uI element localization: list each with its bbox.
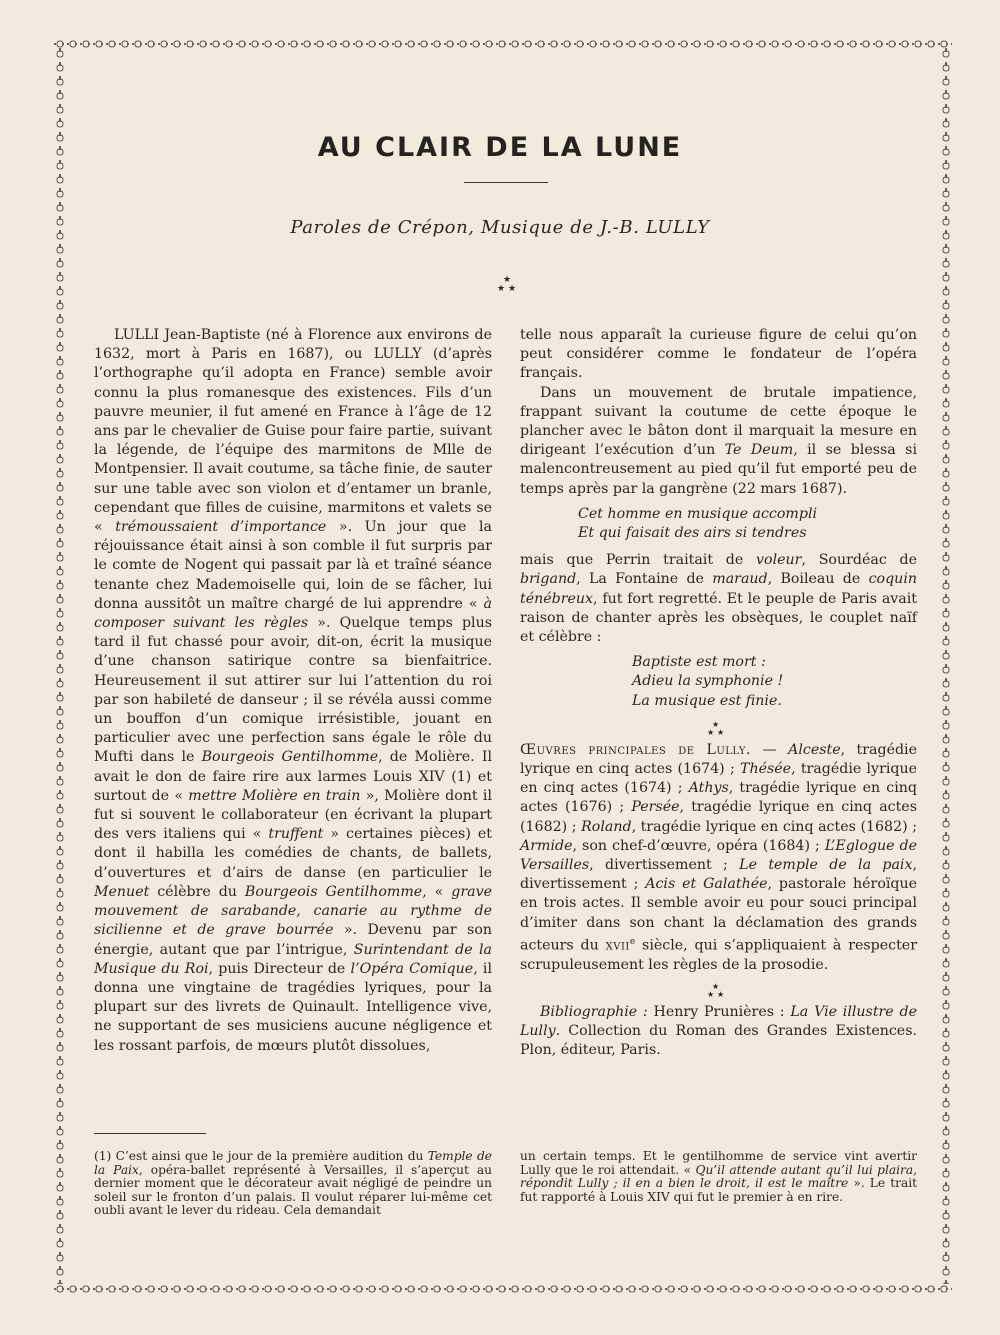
title-divider bbox=[464, 182, 548, 183]
right-column bbox=[520, 326, 917, 1061]
asterism-ornament: ★ ★ ★ bbox=[497, 275, 517, 294]
verse-line: Adieu la symphonie ! bbox=[632, 673, 784, 690]
page-title: AU CLAIR DE LA LUNE bbox=[317, 132, 683, 163]
verse-line: Baptiste est mort : bbox=[632, 654, 766, 671]
continuation-paragraph: telle nous apparaît la curieuse figure de celui qu’on peut considérer comme le fondateur de l’opéra français. bbox=[520, 327, 917, 382]
subtitle: Paroles de Crépon, Musique de J.-B. LULLY bbox=[290, 217, 710, 238]
footnote-left: (1) C’est ainsi que le jour de la première audition du Temple de la Paix, opéra-ballet représenté à Versailles, il s’aperçut au dernier moment que le décorateur avait négligé de peindre un soleil sur le fronton d’un palais. Il voulut réparer lui-même cet oubli avant le lever du rideau. Cela demandait bbox=[94, 1149, 492, 1218]
ornamental-border-bottom bbox=[54, 1283, 952, 1295]
asterism-ornament: ★ ★ ★ bbox=[707, 719, 725, 737]
reputation-paragraph: mais que Perrin traitait de voleur, Sourdéac de brigand, La Fontaine de maraud, Boileau de coquin ténébreux, fut fort regretté. Et le peuple de Paris avait raison de chanter après les obsèques, le couplet naïf et célèbre : bbox=[520, 552, 917, 646]
death-paragraph: Dans un mouvement de brutale impatience, frappant suivant la coutume de cette époque le plancher avec le bâton dont il marquait la mesure en dirigeant l’exécution d’un Te Deum, il se blessa si malencontreusement au pied qu’il fut emporté peu de temps après par la gangrène (22 mars 1687). bbox=[520, 384, 917, 497]
verse-line: Et qui faisait des airs si tendres bbox=[578, 525, 807, 542]
verse-quote-2 bbox=[632, 653, 917, 711]
left-column bbox=[94, 326, 492, 1056]
footnote-divider bbox=[94, 1133, 206, 1134]
bibliography: Bibliographie : Henry Prunières : La Vie illustre de Lully. Collection du Roman des Grandes Existences. Plon, éditeur, Paris. bbox=[520, 1004, 917, 1059]
asterism-ornament: ★ ★ ★ bbox=[707, 982, 725, 1000]
biography-paragraph: LULLI Jean-Baptiste (né à Florence aux environs de 1632, mort à Paris en 1687), ou LULLY (d’après l’orthographe qu’il adopta en France) semble avoir connu la plus romanesque des existences. Fils d’un pauvre meunier, il fut amené en France à l’âge de 12 ans par le chevalier de Guise pour faire partie, suivant la légende, de l’équipe des marmitons de Mlle de Montpensier. Il avait coutume, sa tâche finie, de sauter sur une table avec son violon et d’entamer un branle, cependant que filles de cuisine, marmitons et valets se « trémoussaient d’importance ». Un jour que la réjouissance était ainsi à son comble il fut surpris par le comte de Nogent qui passait par là et traîné séance tenante chez Mademoiselle qui, loin de se fâcher, lui donna aussitôt un maître chargé de lui apprendre « à composer suivant les règles ». Quelque temps plus tard il fut chassé pour avoir, dit-on, écrit la musique d’une chanson satirique contre sa bienfaitrice. Heureusement il sut attirer sur lui l’attention du roi par son habileté de danseur ; il se révéla aussi comme un bouffon d’un comique irrésistible, jouant en particulier avec une perfection sans égale le rôle du Mufti dans le Bourgeois Gentilhomme, de Molière. Il avait le don de faire rire aux larmes Louis XIV (1) et surtout de « mettre Molière en train », Molière dont il fut si souvent le collaborateur (en écrivant la plupart des vers italiens qui « truffent » certaines pièces) et dont il habilla les comédies de chants, de ballets, d’ouvertures et d’airs de danse (en particulier le Menuet célèbre du Bourgeois Gentilhomme, « grave mouvement de sarabande, canarie au rythme de sicilienne et de grave bourrée ». Devenu par son énergie, autant que par l’intrigue, Surintendant de la Musique du Roi, puis Directeur de l’Opéra Comique, il donna une vingtaine de tragédies lyriques, pour la plupart sur des livrets de Quinault. Intelligence vive, ne supportant de ses musiciens aucune négligence et les rossant parfois, de mœurs plutôt dissolues, bbox=[94, 327, 493, 1054]
works-paragraph: Œuvres principales de Lully. — Alceste, tragédie lyrique en cinq actes (1674) ; Thésée, tragédie lyrique en cinq actes (1674) ; Athys, tragédie lyrique en cinq actes (1676) ; Persée, tragédie lyrique en cinq actes (1682) ; Roland, tragédie lyrique en cinq actes (1682) ; Armide, son chef-d’œuvre, opéra (1684) ; L’Eglogue de Versailles, divertissement ; Le temple de la paix, divertissement ; Acis et Galathée, pastorale héroïque en trois actes. Il semble avoir eu pour souci principal d’imiter dans son chant la déclamation des grands acteurs du xvii$^e$ siècle, qui s’appliquaient à respecter scrupuleusement les règles de la prosodie. bbox=[520, 741, 918, 973]
verse-line: La musique est finie. bbox=[632, 692, 782, 709]
verse-line: Cet homme en musique accompli bbox=[578, 505, 818, 522]
footnote-right: un certain temps. Et le gentilhomme de service vint avertir Lully que le roi attendait. « Qu’il attende autant qu’il lui plaira, répondit Lully ; il en a bien le droit, il est le maître ». Le trait fut rapporté à Louis XIV qui fut le premier à en rire. bbox=[520, 1149, 918, 1204]
verse-quote-1 bbox=[578, 505, 917, 543]
ornamental-border-top bbox=[54, 38, 952, 50]
